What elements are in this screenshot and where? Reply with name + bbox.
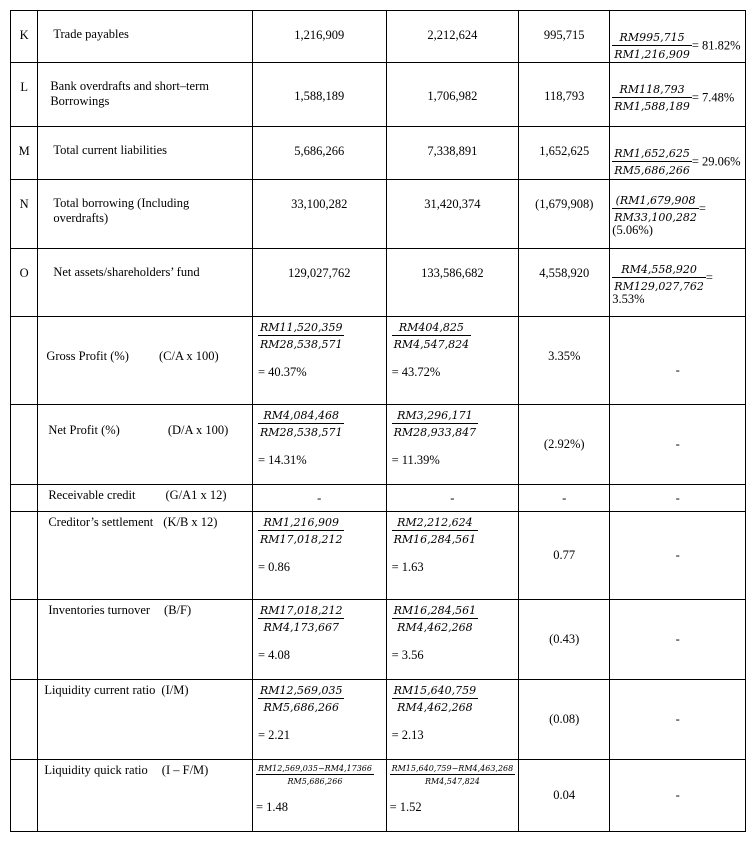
ratio-percent: (5.06%) — [612, 223, 653, 237]
ratio-remark: - — [610, 600, 746, 680]
calc-result: = 43.72% — [391, 365, 441, 379]
value-year-1: 1,216,909 — [252, 11, 386, 63]
calc-result: = 2.21 — [257, 728, 291, 742]
row-label: Total current liabilities — [38, 127, 253, 180]
row-code — [11, 680, 38, 760]
ratio-fraction: $\frac{RM995,715}{RM1,216,909}$ — [614, 31, 690, 61]
year-1-calculation: $\frac{RM12,569,035-RM4,17366}{RM5,686,266}$ = 1.48 — [252, 760, 386, 832]
year-2-calculation: $\frac{RM15,640,759}{RM4,462,268}$ = 2.13 — [386, 680, 519, 760]
ratio-fraction: $\frac{(RM1,679,908}{RM33,100,282}$ — [614, 194, 697, 224]
value-year-1: 129,027,762 — [252, 249, 386, 317]
table-row-n — [11, 180, 746, 249]
value-change: 1,652,625 — [519, 127, 610, 180]
table-row-inventories-turnover — [11, 600, 746, 680]
year-1-calculation: $\frac{RM4,084,468}{RM28,538,571}$ = 14.31% — [252, 405, 386, 485]
row-code — [11, 405, 38, 485]
calc-result: = 1.48 — [255, 800, 289, 814]
row-code — [11, 600, 38, 680]
ratio-result: = 29.06% — [691, 154, 741, 169]
row-code: N — [11, 180, 38, 249]
ratio-label: Liquidity current ratio (I/M) — [38, 680, 253, 760]
calc-result: = 2.13 — [391, 728, 424, 742]
row-label: Trade payables — [38, 11, 253, 63]
value-year-1: 5,686,266 — [252, 127, 386, 180]
ratio-formula: (C/A x 100) — [158, 349, 219, 363]
value-year-2: 133,586,682 — [386, 249, 519, 317]
row-code — [11, 485, 38, 512]
ratio-remark: - — [610, 512, 746, 600]
table-row-liquidity-quick-ratio — [11, 760, 746, 832]
ratio-percent: 3.53% — [612, 292, 645, 306]
table-row-l — [11, 63, 746, 127]
value-change: (1,679,908) — [519, 180, 610, 249]
table-row-creditors-settlement — [11, 512, 746, 600]
value-change: 4,558,920 — [519, 249, 610, 317]
value-year-1: 1,588,189 — [252, 63, 386, 127]
calc-result: = 1.52 — [389, 800, 422, 814]
year-2-calculation: $\frac{RM16,284,561}{RM4,462,268}$ = 3.56 — [386, 600, 519, 680]
ratio-change: 0.77 — [519, 512, 610, 600]
ratio-label: Liquidity quick ratio (I – F/M) — [38, 760, 253, 832]
table-row-net-profit — [11, 405, 746, 485]
ratio-remark: - — [610, 760, 746, 832]
ratio-fraction: $\frac{RM4,558,920}{RM129,027,762}$ — [614, 263, 704, 293]
ratio-result: = — [698, 201, 706, 216]
calc-result: = 1.63 — [391, 560, 424, 574]
row-label: Bank overdrafts and short–term Borrowings — [38, 63, 253, 127]
ratio-formula: (I/M) — [161, 683, 189, 697]
ratio-formula: (B/F) — [164, 603, 192, 617]
year-2-calculation: $\frac{RM404,825}{RM4,547,824}$ = 43.72% — [386, 317, 519, 405]
row-code — [11, 760, 38, 832]
table-row-liquidity-current-ratio — [11, 680, 746, 760]
table-row-k — [11, 11, 746, 63]
ratio-label: Creditor’s settlement (K/B x 12) — [38, 512, 253, 600]
year-1-calculation: - — [252, 485, 386, 512]
ratio-label: Net Profit (%) (D/A x 100) — [38, 405, 253, 485]
year-2-calculation: $\frac{RM15,640,759-RM4,463,268}{RM4,547,824}$ = 1.52 — [386, 760, 519, 832]
ratio-cell — [610, 180, 746, 249]
year-1-calculation: $\frac{RM1,216,909}{RM17,018,212}$ = 0.86 — [252, 512, 386, 600]
calc-result: = 4.08 — [257, 648, 291, 662]
ratio-result: = 7.48% — [691, 90, 735, 105]
financial-ratio-table — [10, 10, 746, 832]
ratio-remark: - — [610, 485, 746, 512]
row-code — [11, 317, 38, 405]
year-2-calculation: $\frac{RM3,296,171}{RM28,933,847}$ = 11.39% — [386, 405, 519, 485]
ratio-remark: - — [610, 680, 746, 760]
ratio-cell — [610, 63, 746, 127]
table-row-m — [11, 127, 746, 180]
ratio-cell — [610, 11, 746, 63]
row-code: L — [11, 63, 38, 127]
ratio-change: - — [519, 485, 610, 512]
ratio-formula: (I – F/M) — [161, 763, 209, 777]
row-code — [11, 512, 38, 600]
row-label: Net assets/shareholders’ fund — [38, 249, 253, 317]
calc-result: = 0.86 — [257, 560, 291, 574]
year-2-calculation: $\frac{RM2,212,624}{RM16,284,561}$ = 1.63 — [386, 512, 519, 600]
ratio-remark: - — [610, 317, 746, 405]
calc-result: = 40.37% — [257, 365, 307, 379]
ratio-change: (0.43) — [519, 600, 610, 680]
ratio-formula: (D/A x 100) — [167, 423, 229, 437]
table-row-receivable-credit — [11, 485, 746, 512]
value-year-2: 31,420,374 — [386, 180, 519, 249]
ratio-fraction: $\frac{RM118,793}{RM1,588,189}$ — [614, 83, 690, 113]
calc-result: = 3.56 — [391, 648, 424, 662]
calc-result: = 14.31% — [257, 453, 307, 467]
value-year-2: 7,338,891 — [386, 127, 519, 180]
value-year-1: 33,100,282 — [252, 180, 386, 249]
ratio-label: Gross Profit (%) (C/A x 100) — [38, 317, 253, 405]
value-year-2: 1,706,982 — [386, 63, 519, 127]
ratio-formula: (G/A1 x 12) — [165, 488, 227, 502]
ratio-change: (0.08) — [519, 680, 610, 760]
ratio-remark: - — [610, 405, 746, 485]
year-1-calculation: $\frac{RM12,569,035}{RM5,686,266}$ = 2.21 — [252, 680, 386, 760]
ratio-label: Receivable credit (G/A1 x 12) — [38, 485, 253, 512]
ratio-cell — [610, 249, 746, 317]
row-label: Total borrowing (Including overdrafts) — [38, 180, 253, 249]
row-code: M — [11, 127, 38, 180]
row-code: O — [11, 249, 38, 317]
table-row-gross-profit — [11, 317, 746, 405]
ratio-formula: (K/B x 12) — [163, 515, 218, 529]
row-code: K — [11, 11, 38, 63]
value-year-2: 2,212,624 — [386, 11, 519, 63]
value-change: 995,715 — [519, 11, 610, 63]
ratio-label: Inventories turnover (B/F) — [38, 600, 253, 680]
ratio-change: 0.04 — [519, 760, 610, 832]
value-change: 118,793 — [519, 63, 610, 127]
year-1-calculation: $\frac{RM17,018,212}{RM4,173,667}$ = 4.08 — [252, 600, 386, 680]
ratio-result: = 81.82% — [691, 38, 741, 53]
ratio-change: 3.35% — [519, 317, 610, 405]
ratio-cell — [610, 127, 746, 180]
ratio-change: (2.92%) — [519, 405, 610, 485]
year-2-calculation: - — [386, 485, 519, 512]
table-row-o — [11, 249, 746, 317]
ratio-result: = — [705, 270, 713, 285]
calc-result: = 11.39% — [391, 453, 440, 467]
year-1-calculation: $\frac{RM11,520,359}{RM28,538,571}$ = 40.37% — [252, 317, 386, 405]
ratio-fraction: $\frac{RM1,652,625}{RM5,686,266}$ — [614, 147, 690, 177]
